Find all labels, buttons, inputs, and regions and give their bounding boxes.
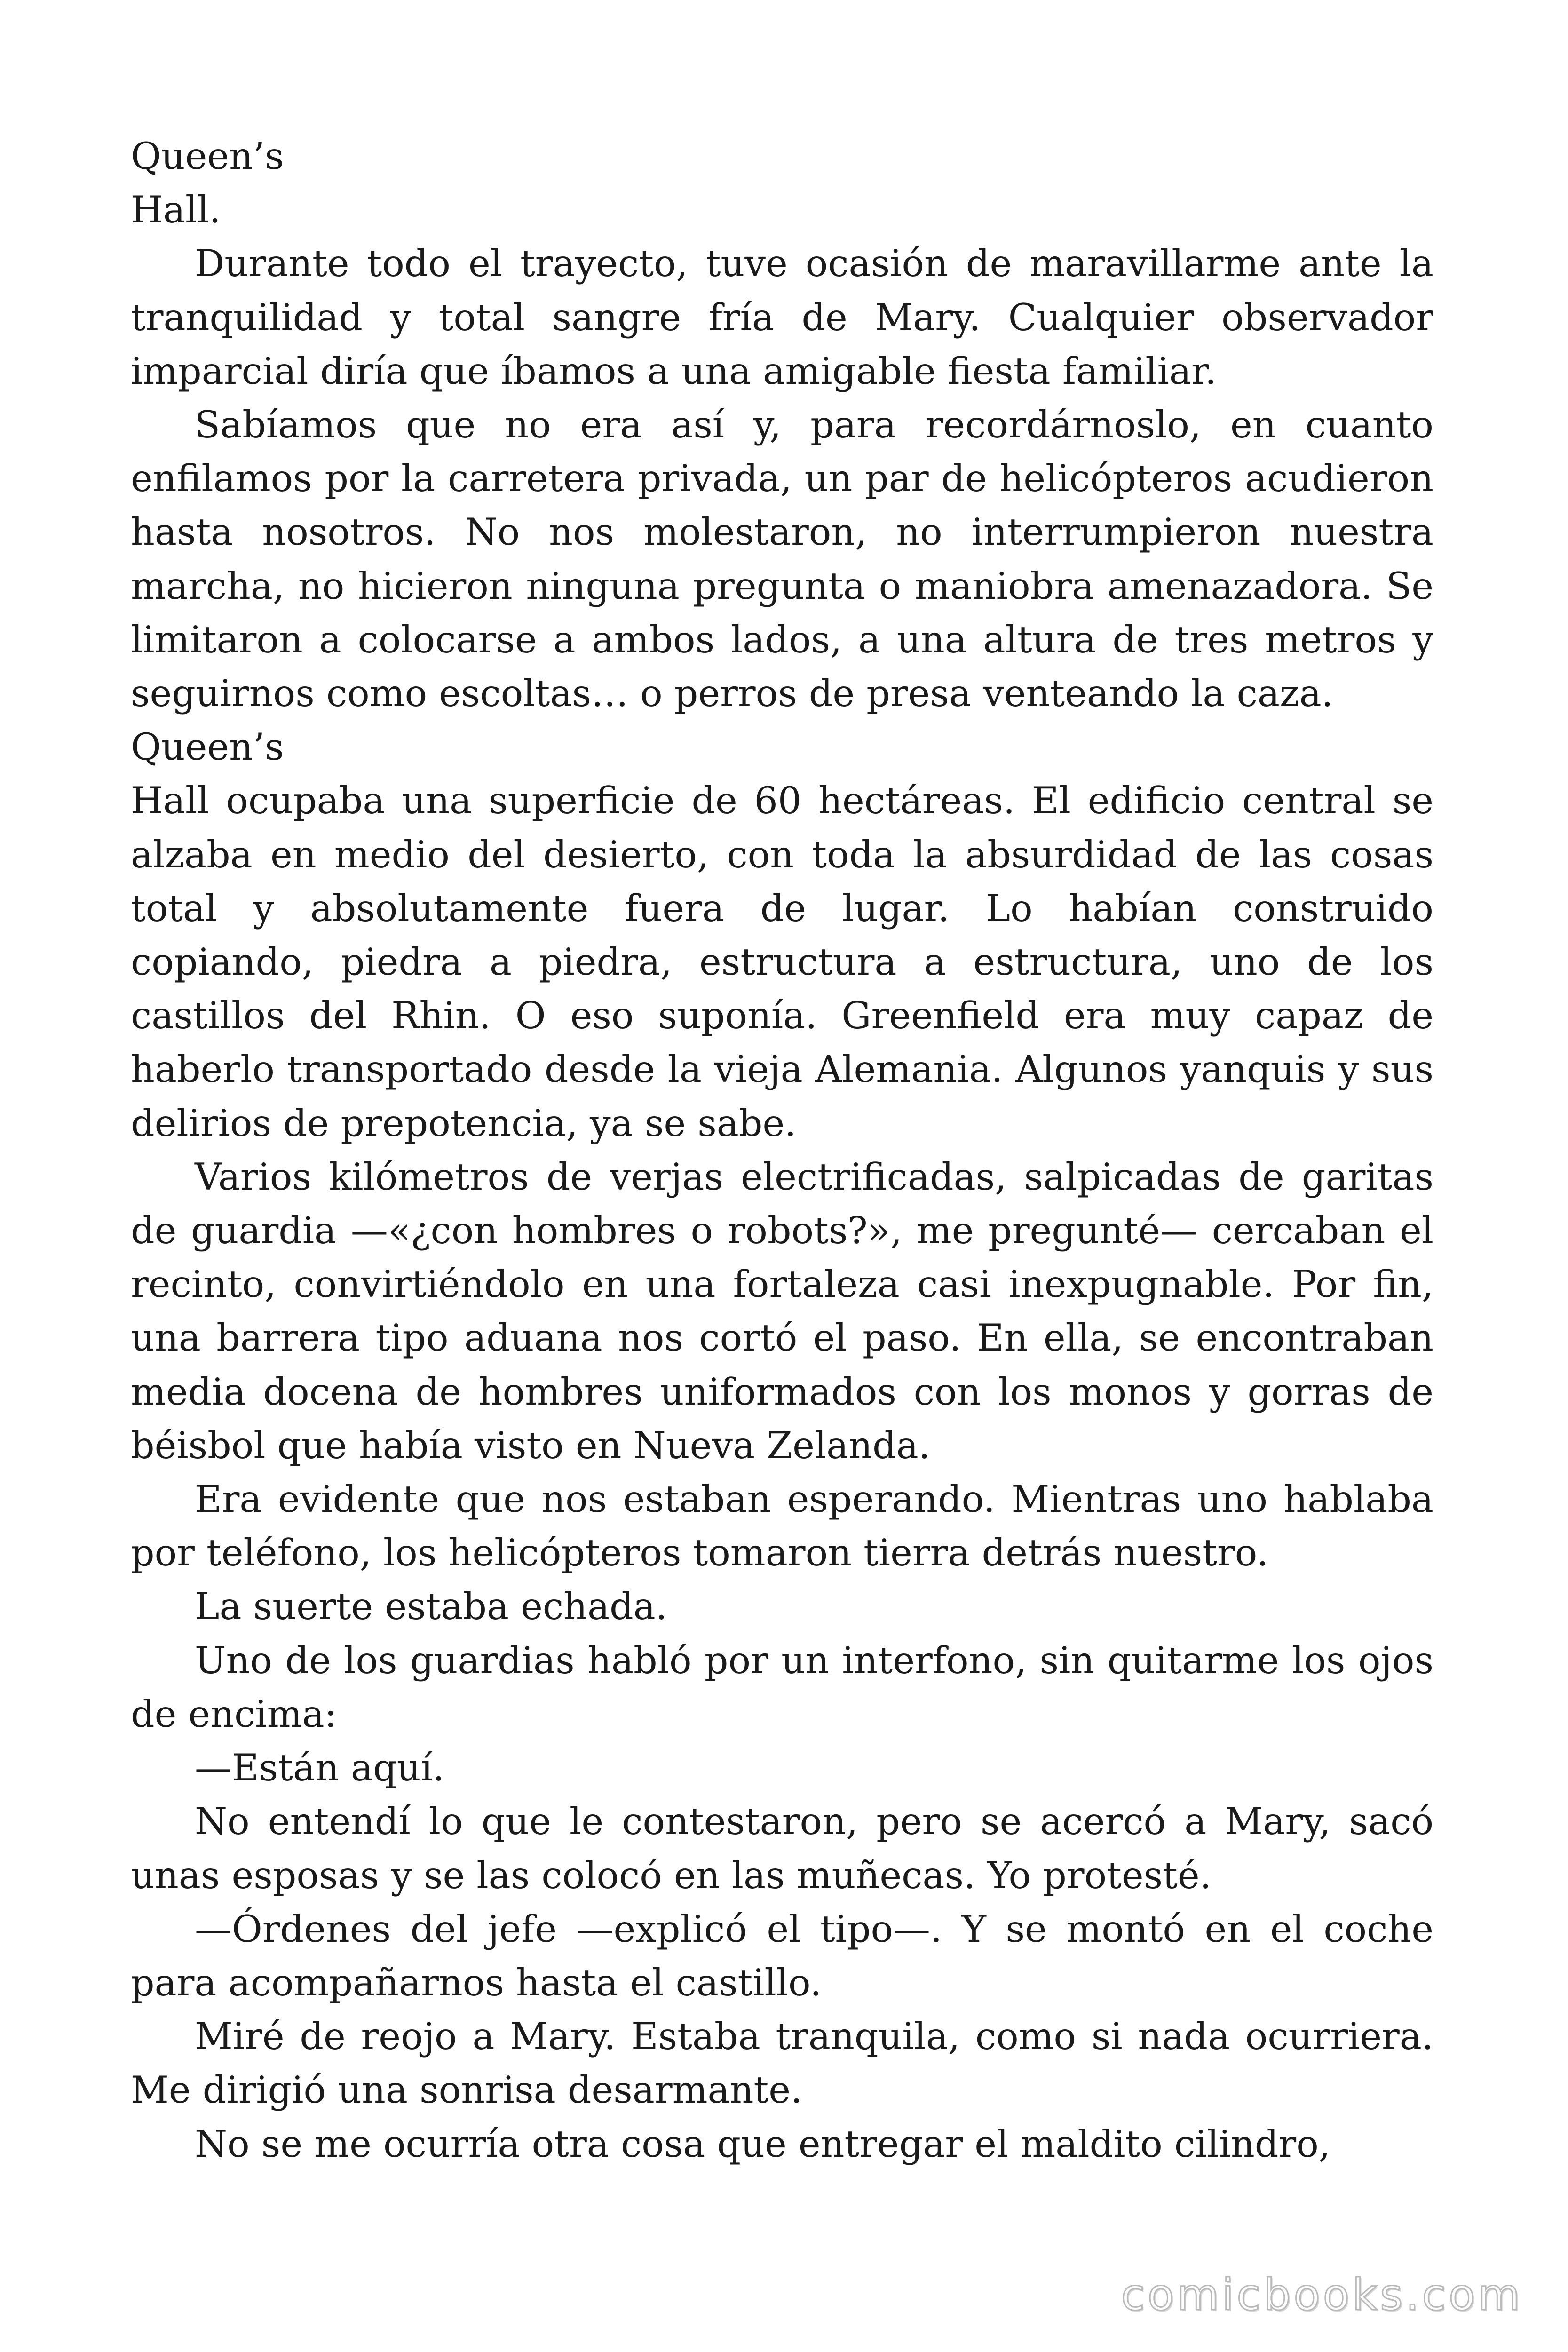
paragraph: Miré de reojo a Mary. Estaba tranquila, como si nada ocurriera. Me dirigió una sonrisa desarmante. [131,2015,1433,2112]
paragraph-line: Queen’s [131,135,284,178]
paragraph: —Órdenes del jefe —explicó el tipo—. Y se montó en el coche para acompañarnos hasta el castillo. [131,1907,1433,2004]
paragraph: La suerte estaba echada. [195,1585,667,1629]
paragraph: Durante todo el trayecto, tuve ocasión de maravillarme ante la tranquilidad y total sangre fría de Mary. Cualquier observador imparcial diría que íbamos a una amigable fiesta familiar. [131,242,1433,393]
paragraph-line: Hall. [131,188,221,232]
book-page-text [131,129,1433,2171]
paragraph: Sabíamos que no era así y, para recordárnoslo, en cuanto enfilamos por la carretera privada, un par de helicópteros acudieron hasta nosotros. No nos molestaron, no interrumpieron nuestra marcha, no hicieron ninguna pregunta o maniobra amenazadora. Se limitaron a colocarse a ambos lados, a una altura de tres metros y seguirnos como escoltas… o perros de presa venteando la caza. [131,403,1433,715]
paragraph-line: Queen’s [131,725,284,769]
paragraph: Hall ocupaba una superficie de 60 hectáreas. El edificio central se alzaba en medio del desierto, con toda la absurdidad de las cosas total y absolutamente fuera de lugar. Lo habían construido copiando, piedra a piedra, estructura a estructura, uno de los castillos del Rhin. O eso suponía. Greenfield era muy capaz de haberlo transportado desde la vieja Alemania. Algunos yanquis y sus delirios de prepotencia, ya se sabe. [131,779,1433,1145]
paragraph: Era evidente que nos estaban esperando. Mientras uno hablaba por teléfono, los helicópteros tomaron tierra detrás nuestro. [131,1478,1433,1575]
paragraph [131,129,1433,237]
paragraph: No entendí lo que le contestaron, pero se acercó a Mary, sacó unas esposas y se las colocó en las muñecas. Yo protesté. [131,1800,1433,1897]
paragraph: —Están aquí. [195,1746,444,1790]
paragraph [131,720,1433,774]
watermark: comicbooks.com [1121,2270,1523,2320]
paragraph: No se me ocurría otra cosa que entregar el maldito cilindro, [195,2122,1330,2166]
paragraph: Uno de los guardias habló por un interfono, sin quitarme los ojos de encima: [131,1638,1433,1736]
paragraph: Varios kilómetros de verjas electrificadas, salpicadas de garitas de guardia —«¿con hombres o robots?», me pregunté— cercaban el recinto, convirtiéndolo en una fortaleza casi inexpugnable. Por fin, una barrera tipo aduana nos cortó el paso. En ella, se encontraban media docena de hombres uniformados con los monos y gorras de béisbol que había visto en Nueva Zelanda. [131,1155,1433,1467]
